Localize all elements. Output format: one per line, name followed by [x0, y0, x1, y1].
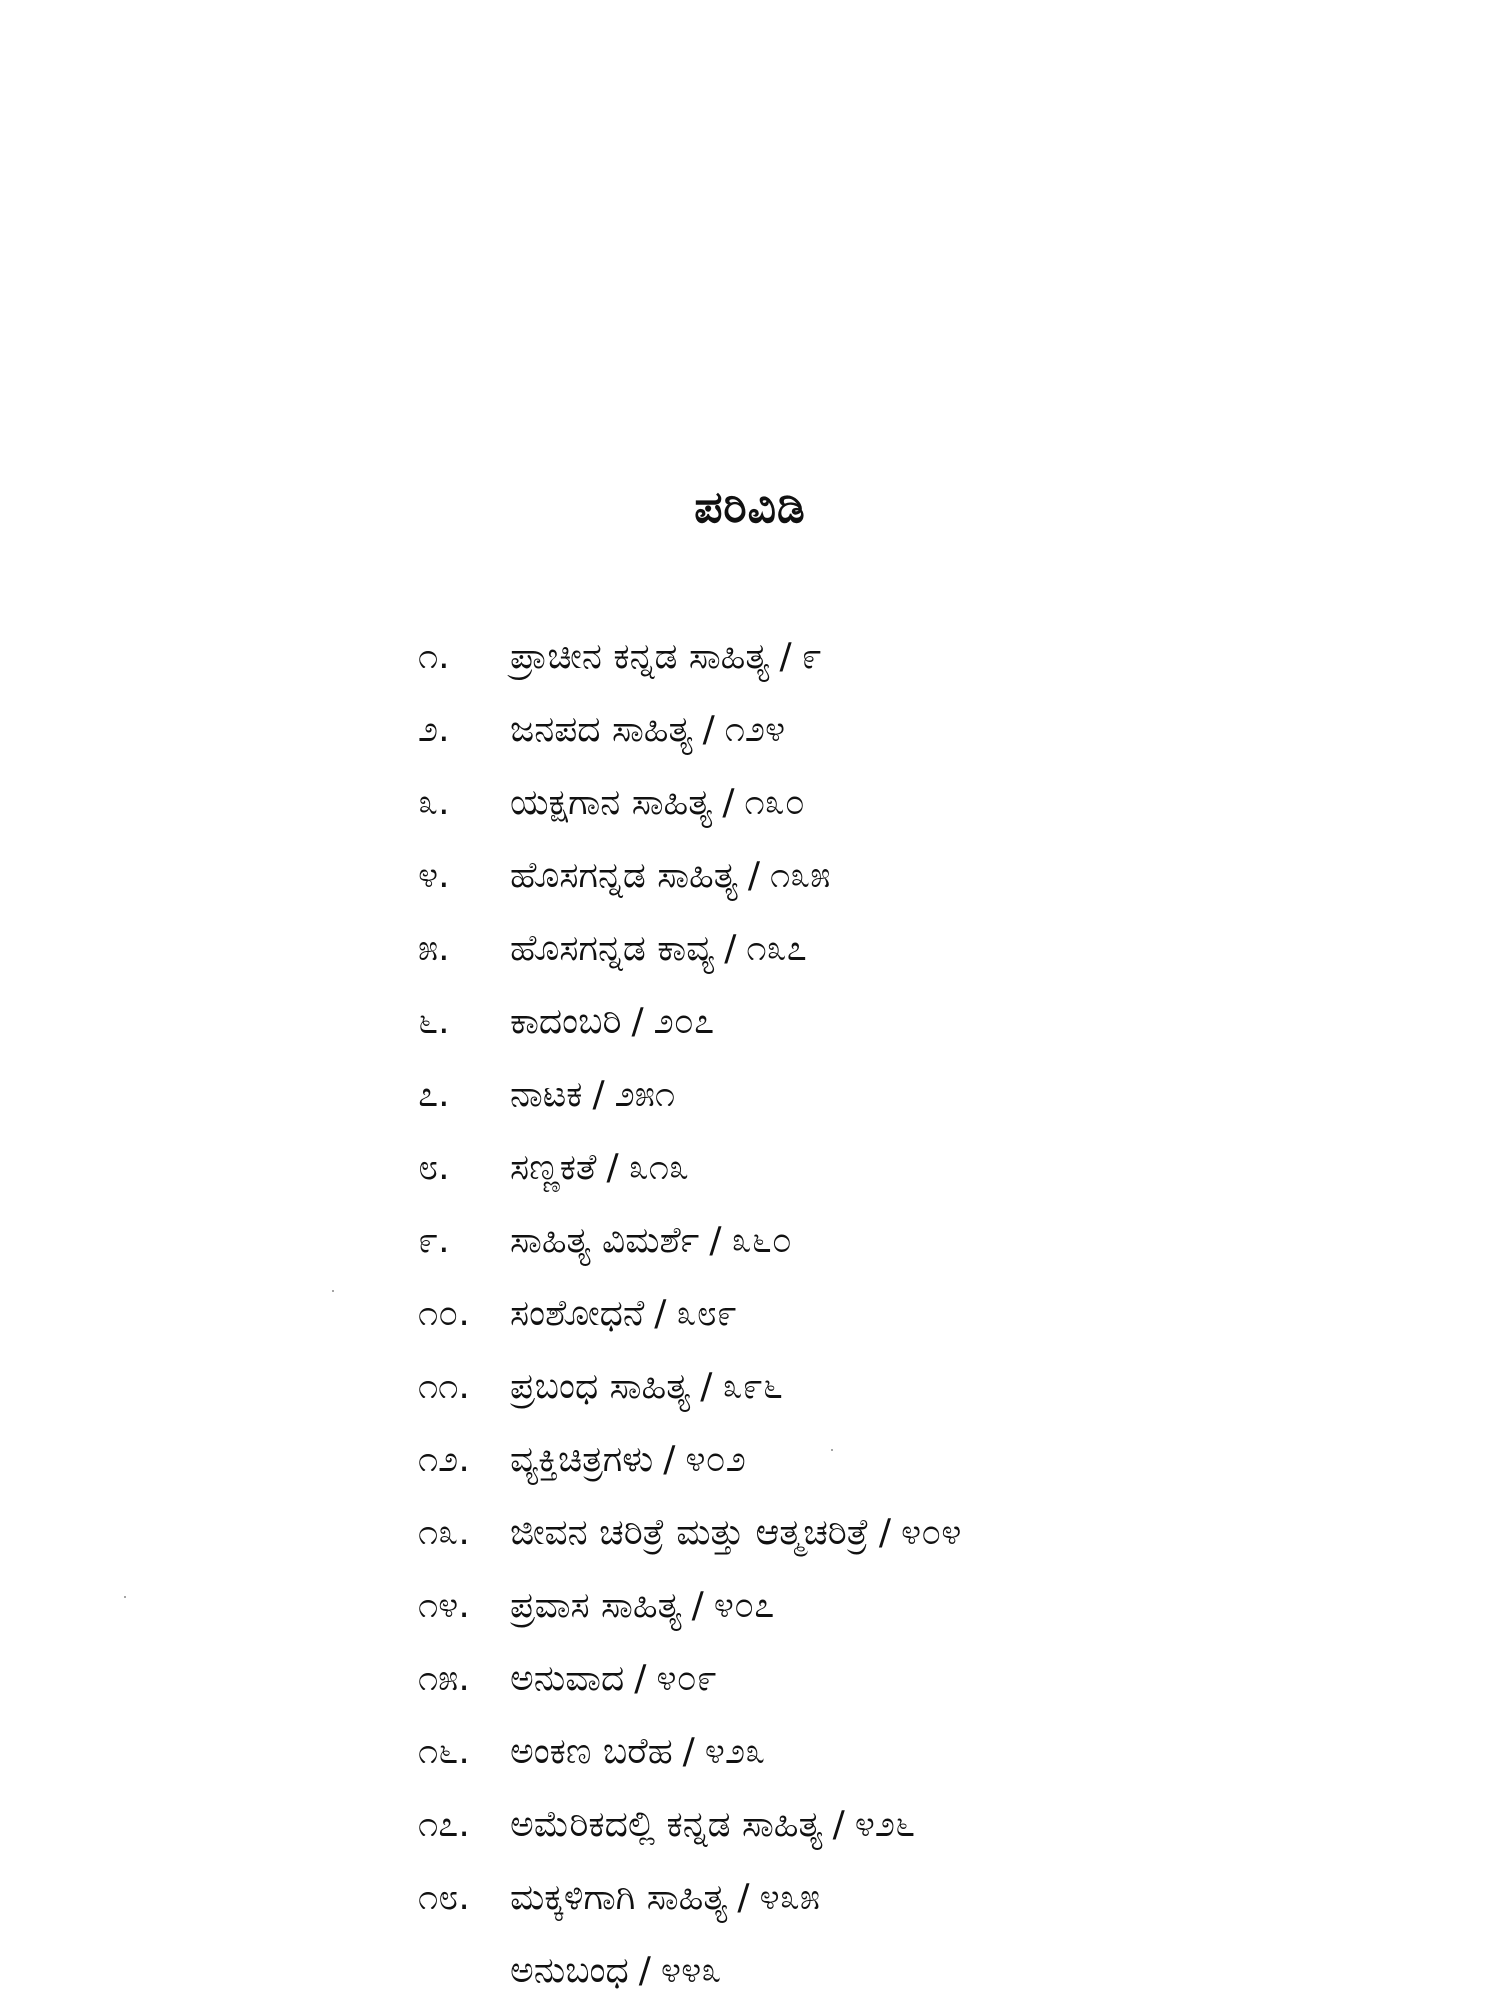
toc-separator: / — [832, 1804, 845, 1845]
toc-entry-title: ಸಾಹಿತ್ಯ ವಿಮರ್ಶೆ — [510, 1219, 700, 1261]
toc-separator: / — [631, 1001, 644, 1042]
toc-entry-page: ೨೦೭ — [653, 1000, 715, 1042]
toc-entry-number: ೧೪. — [418, 1584, 470, 1626]
toc-entry-title: ಮಕ್ಕಳಿಗಾಗಿ ಸಾಹಿತ್ಯ — [510, 1876, 728, 1918]
toc-entry — [418, 1496, 1418, 1569]
toc-entry-number: ೧೬. — [418, 1730, 470, 1772]
toc-entry-page: ೩೬೦ — [731, 1219, 792, 1261]
toc-entry-page: ೧೩೦ — [744, 781, 805, 823]
toc-entry-title: ಅನುಬಂಧ — [510, 1949, 629, 1991]
toc-entry — [418, 1131, 1418, 1204]
toc-separator: / — [702, 709, 715, 750]
toc-entry-page: ೪೦೭ — [713, 1584, 775, 1626]
toc-separator: / — [634, 1658, 647, 1699]
toc-entry-number: ೧೮. — [418, 1876, 470, 1918]
toc-separator: / — [682, 1731, 695, 1772]
toc-entry-number: ೩. — [418, 781, 450, 823]
toc-entry-title: ಹೊಸಗನ್ನಡ ಸಾಹಿತ್ಯ — [510, 854, 738, 896]
toc-separator: / — [663, 1439, 676, 1480]
toc-entry — [418, 1715, 1418, 1788]
toc-entry-page: ೩೮೯ — [676, 1292, 737, 1334]
toc-entry-number: ೧೦. — [418, 1292, 470, 1334]
toc-entry-number: ೭. — [418, 1073, 450, 1115]
toc-separator: / — [722, 782, 735, 823]
toc-separator: / — [709, 1220, 722, 1261]
scan-speck — [831, 1449, 833, 1451]
toc-entry-page: ೪೨೬ — [854, 1803, 916, 1845]
toc-entry-title: ಜೀವನ ಚರಿತ್ರೆ ಮತ್ತು ಆತ್ಮಚರಿತ್ರೆ — [510, 1511, 869, 1553]
toc-entry-number: ೨. — [418, 708, 450, 750]
toc-entry — [418, 1569, 1418, 1642]
toc-entry — [418, 693, 1418, 766]
toc-entry-title: ಪ್ರಾಚೀನ ಕನ್ನಡ ಸಾಹಿತ್ಯ — [510, 635, 770, 677]
toc-entry-title: ಸಂಶೋಧನೆ — [510, 1292, 645, 1334]
toc-entry — [418, 1350, 1418, 1423]
toc-entry-number: ೬. — [418, 1000, 450, 1042]
toc-entry — [418, 1423, 1418, 1496]
toc-entry-title: ಜನಪದ ಸಾಹಿತ್ಯ — [510, 708, 693, 750]
toc-entry-page: ೪೨೩ — [704, 1730, 766, 1772]
toc-separator: / — [724, 928, 737, 969]
toc-entry — [418, 1277, 1418, 1350]
toc-entry-title: ಯಕ್ಷಗಾನ ಸಾಹಿತ್ಯ — [510, 781, 713, 823]
toc-entry-number: ೮. — [418, 1146, 450, 1188]
toc-entry — [418, 1058, 1418, 1131]
toc-entry-page: ೯ — [801, 635, 822, 677]
toc-separator: / — [747, 855, 760, 896]
toc-entry — [418, 1788, 1418, 1861]
toc-separator: / — [654, 1293, 667, 1334]
toc-entry — [418, 1861, 1418, 1934]
toc-entry-number: ೧೩. — [418, 1511, 470, 1553]
toc-entry-title: ಅಮೆರಿಕದಲ್ಲಿ ಕನ್ನಡ ಸಾಹಿತ್ಯ — [510, 1803, 823, 1845]
toc-entry-title: ವ್ಯಕ್ತಿಚಿತ್ರಗಳು — [510, 1438, 654, 1480]
toc-entry-number: ೫. — [418, 927, 450, 969]
toc-entry — [418, 1204, 1418, 1277]
toc-entry — [418, 620, 1418, 693]
toc-separator: / — [878, 1512, 891, 1553]
toc-separator: / — [691, 1585, 704, 1626]
toc-entry-title: ಅನುವಾದ — [510, 1657, 625, 1699]
toc-entry-page: ೪೦೯ — [656, 1657, 717, 1699]
toc-entry-page: ೧೩೭ — [746, 927, 807, 969]
toc-entry-page: ೩೯೬ — [722, 1365, 783, 1407]
toc-entry-number: ೧೧. — [418, 1365, 470, 1407]
toc-entry — [418, 1642, 1418, 1715]
toc-entry-appendix — [418, 1934, 1418, 2007]
toc-entry-number: ೯. — [418, 1219, 450, 1261]
toc-entry-number: ೧೨. — [418, 1438, 470, 1480]
toc-entry-page: ೨೫೧ — [614, 1073, 676, 1115]
toc-separator: / — [592, 1074, 605, 1115]
toc-separator: / — [779, 636, 792, 677]
toc-separator: / — [638, 1950, 651, 1991]
toc-entry — [418, 912, 1418, 985]
toc-entry-page: ೪೪೩ — [660, 1949, 722, 1991]
toc-entry-page: ೩೧೩ — [628, 1146, 690, 1188]
toc-entry-page: ೧೩೫ — [769, 854, 831, 896]
toc-entry-title: ಅಂಕಣ ಬರೆಹ — [510, 1730, 673, 1772]
toc-entry-page: ೪೦೪ — [900, 1511, 962, 1553]
toc-entry-number: ೧೭. — [418, 1803, 470, 1845]
toc-entry-number: ೧೫. — [418, 1657, 470, 1699]
page-title: ಪರಿವಿಡಿ — [694, 482, 806, 533]
scan-speck — [124, 1596, 126, 1598]
toc-entry-title: ಪ್ರವಾಸ ಸಾಹಿತ್ಯ — [510, 1584, 682, 1626]
toc-entry-title: ಪ್ರಬಂಧ ಸಾಹಿತ್ಯ — [510, 1365, 691, 1407]
scan-speck — [332, 1290, 334, 1292]
toc-entry-title: ಕಾದಂಬರಿ — [510, 1000, 622, 1042]
toc-separator: / — [737, 1877, 750, 1918]
toc-entry-title: ಸಣ್ಣಕತೆ — [510, 1146, 597, 1188]
toc-entry — [418, 839, 1418, 912]
toc-entry — [418, 766, 1418, 839]
toc-entry-title: ನಾಟಕ — [510, 1073, 583, 1115]
table-of-contents — [418, 620, 1418, 2007]
toc-entry-number: ೧. — [418, 635, 450, 677]
toc-entry — [418, 985, 1418, 1058]
toc-entry-page: ೪೩೫ — [759, 1876, 821, 1918]
toc-entry-number: ೪. — [418, 854, 450, 896]
toc-entry-page: ೪೦೨ — [685, 1438, 746, 1480]
toc-entry-page: ೧೨೪ — [724, 708, 786, 750]
toc-separator: / — [606, 1147, 619, 1188]
toc-entry-title: ಹೊಸಗನ್ನಡ ಕಾವ್ಯ — [510, 927, 715, 969]
toc-separator: / — [700, 1366, 713, 1407]
